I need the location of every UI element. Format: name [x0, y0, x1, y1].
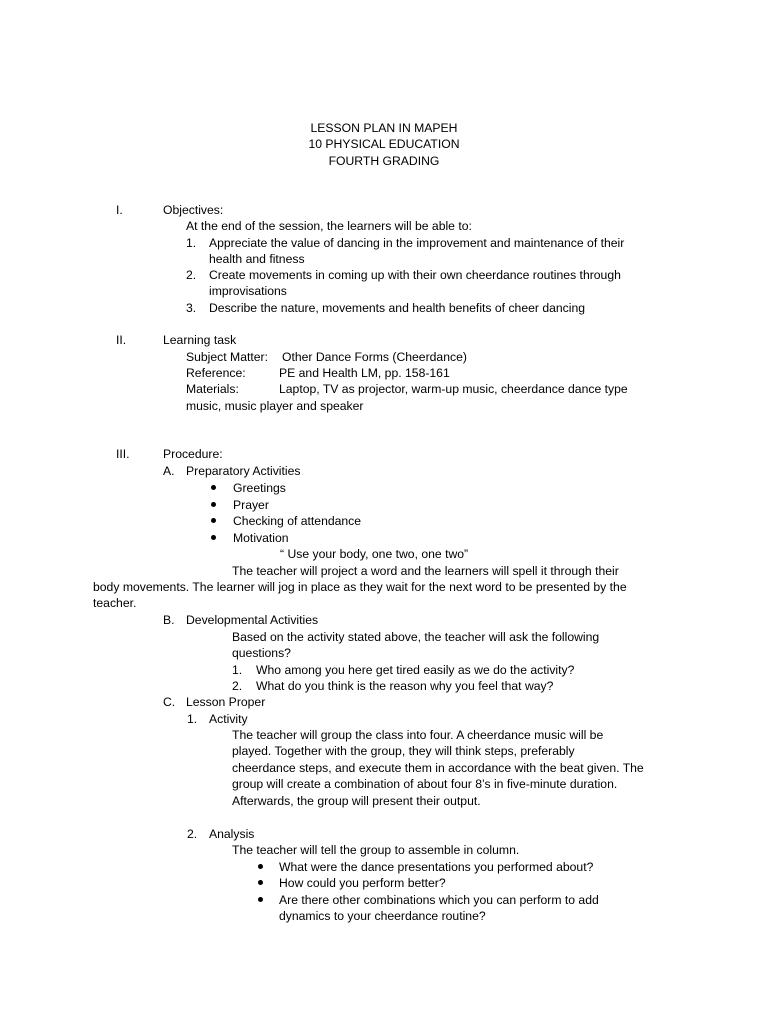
- bullet-icon: [211, 518, 216, 523]
- section-2-number: II.: [116, 333, 127, 347]
- subject-matter-value: Other Dance Forms (Cheerdance): [282, 350, 467, 364]
- section-1-title: Objectives:: [163, 203, 224, 217]
- subsection-b-label: B.: [163, 613, 175, 627]
- bullet-icon: [211, 502, 216, 507]
- analysis-intro: The teacher will tell the group to assemble in column.: [232, 843, 520, 857]
- subsection-c-label: C.: [163, 695, 176, 709]
- objective-text-cont: improvisations: [209, 284, 287, 298]
- question-number: 2.: [232, 679, 243, 693]
- activity-paragraph: group will create a combination of about four 8’s in five-minute duration.: [232, 777, 618, 791]
- objective-text-cont: health and fitness: [209, 252, 305, 266]
- reference-value: PE and Health LM, pp. 158-161: [279, 366, 450, 380]
- bullet-icon: [258, 897, 263, 902]
- materials-label: Materials:: [186, 382, 239, 396]
- developmental-intro: questions?: [232, 646, 291, 660]
- analysis-number: 2.: [187, 827, 198, 841]
- subsection-b-title: Developmental Activities: [186, 613, 319, 627]
- title-line-2: 10 PHYSICAL EDUCATION: [308, 137, 460, 151]
- analysis-question: Are there other combinations which you can perform to add: [279, 893, 599, 907]
- activity-paragraph: cheerdance steps, and execute them in accordance with the beat given. The: [232, 761, 644, 775]
- motivation-paragraph: teacher.: [93, 596, 137, 610]
- question-text: What do you think is the reason why you feel that way?: [256, 679, 554, 693]
- title-line-1: LESSON PLAN IN MAPEH: [310, 121, 458, 135]
- bullet-icon: [258, 880, 263, 885]
- analysis-question: What were the dance presentations you performed about?: [279, 860, 594, 874]
- section-1-number: I.: [116, 203, 123, 217]
- title-line-3: FOURTH GRADING: [328, 154, 440, 168]
- section-3-title: Procedure:: [163, 447, 223, 461]
- bullet-item: Motivation: [233, 531, 289, 545]
- materials-value: Laptop, TV as projector, warm-up music, cheerdance dance type: [279, 382, 628, 396]
- analysis-title: Analysis: [209, 827, 255, 841]
- motivation-quote: “ Use your body, one two, one two”: [280, 547, 469, 561]
- bullet-item: Prayer: [233, 498, 269, 512]
- bullet-item: Greetings: [233, 481, 286, 495]
- activity-paragraph: played. Together with the group, they will think steps, preferably: [232, 744, 575, 758]
- section-3-number: III.: [116, 447, 130, 461]
- bullet-item: Checking of attendance: [233, 514, 362, 528]
- activity-number: 1.: [187, 712, 198, 726]
- objective-text: Appreciate the value of dancing in the improvement and maintenance of their: [209, 236, 625, 250]
- analysis-question-cont: dynamics to your cheerdance routine?: [279, 909, 486, 923]
- analysis-question: How could you perform better?: [279, 876, 446, 890]
- activity-paragraph: The teacher will group the class into four. A cheerdance music will be: [232, 728, 604, 742]
- objective-number: 2.: [186, 268, 197, 282]
- subsection-a-label: A.: [163, 464, 175, 478]
- subsection-a-title: Preparatory Activities: [186, 464, 301, 478]
- motivation-paragraph: The teacher will project a word and the learners will spell it through their: [232, 564, 619, 578]
- objective-number: 3.: [186, 301, 197, 315]
- reference-label: Reference:: [186, 366, 246, 380]
- objective-text: Describe the nature, movements and health benefits of cheer dancing: [209, 301, 586, 315]
- developmental-intro: Based on the activity stated above, the teacher will ask the following: [232, 630, 600, 644]
- question-number: 1.: [232, 663, 243, 677]
- bullet-icon: [211, 535, 216, 540]
- materials-value-cont: music, music player and speaker: [186, 399, 364, 413]
- objective-number: 1.: [186, 236, 197, 250]
- bullet-icon: [258, 864, 263, 869]
- subsection-c-title: Lesson Proper: [186, 695, 266, 709]
- objective-text: Create movements in coming up with their own cheerdance routines through: [209, 268, 621, 282]
- activity-title: Activity: [209, 712, 248, 726]
- subject-matter-label: Subject Matter:: [186, 350, 268, 364]
- objectives-intro: At the end of the session, the learners will be able to:: [186, 219, 472, 233]
- section-2-title: Learning task: [163, 333, 237, 347]
- question-text: Who among you here get tired easily as we do the activity?: [256, 663, 575, 677]
- motivation-paragraph: body movements. The learner will jog in place as they wait for the next word to be presented by the: [93, 580, 627, 594]
- activity-paragraph: Afterwards, the group will present their output.: [232, 794, 481, 808]
- bullet-icon: [211, 485, 216, 490]
